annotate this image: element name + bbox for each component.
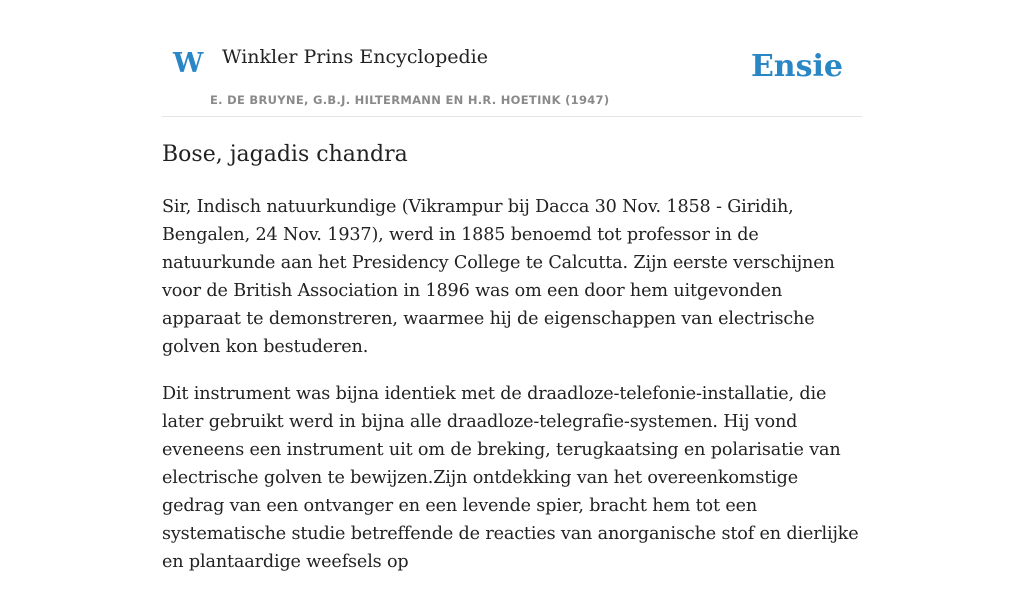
article-title: Bose, jagadis chandra [162,142,408,167]
article-paragraph-2: Dit instrument was bijna identiek met de draadloze-telefonie-installatie, die later gebruikt werd in bijna alle draadloze-telegrafie-systemen. Hij vond eveneens een instrument uit om de breking, terugkaatsing en polarisatie van electrische golven te bewijzen.Zijn ontdekking van het overeenkomstige gedrag van een ontvanger en een levende spier, bracht hem tot een systematische studie betreffende de reacties van anorganische stof en dierlijke en plantaardige weefsels op [162,384,859,572]
ensie-logo[interactable]: Ensie [750,49,843,84]
article-paragraph-1: Sir, Indisch natuurkundige (Vikrampur bij Dacca 30 Nov. 1858 - Giridih, Bengalen, 24 Nov. 1937), werd in 1885 benoemd tot professor in de natuurkunde aan het Presidency College te Calcutta. Zijn eerste verschijnen voor de British Association in 1896 was om een door hem uitgevonden apparaat te demonstreren, waarmee hij de eigenschappen van electrische golven kon bestuderen. [162,197,835,357]
article [162,139,862,595]
winkler-prins-logo[interactable]: W [173,48,204,79]
site-header [162,0,862,117]
site-title[interactable]: Winkler Prins Encyclopedie [222,46,488,68]
authors-line: E. DE BRUYNE, G.B.J. HILTERMANN EN H.R. HOETINK (1947) [210,93,610,107]
